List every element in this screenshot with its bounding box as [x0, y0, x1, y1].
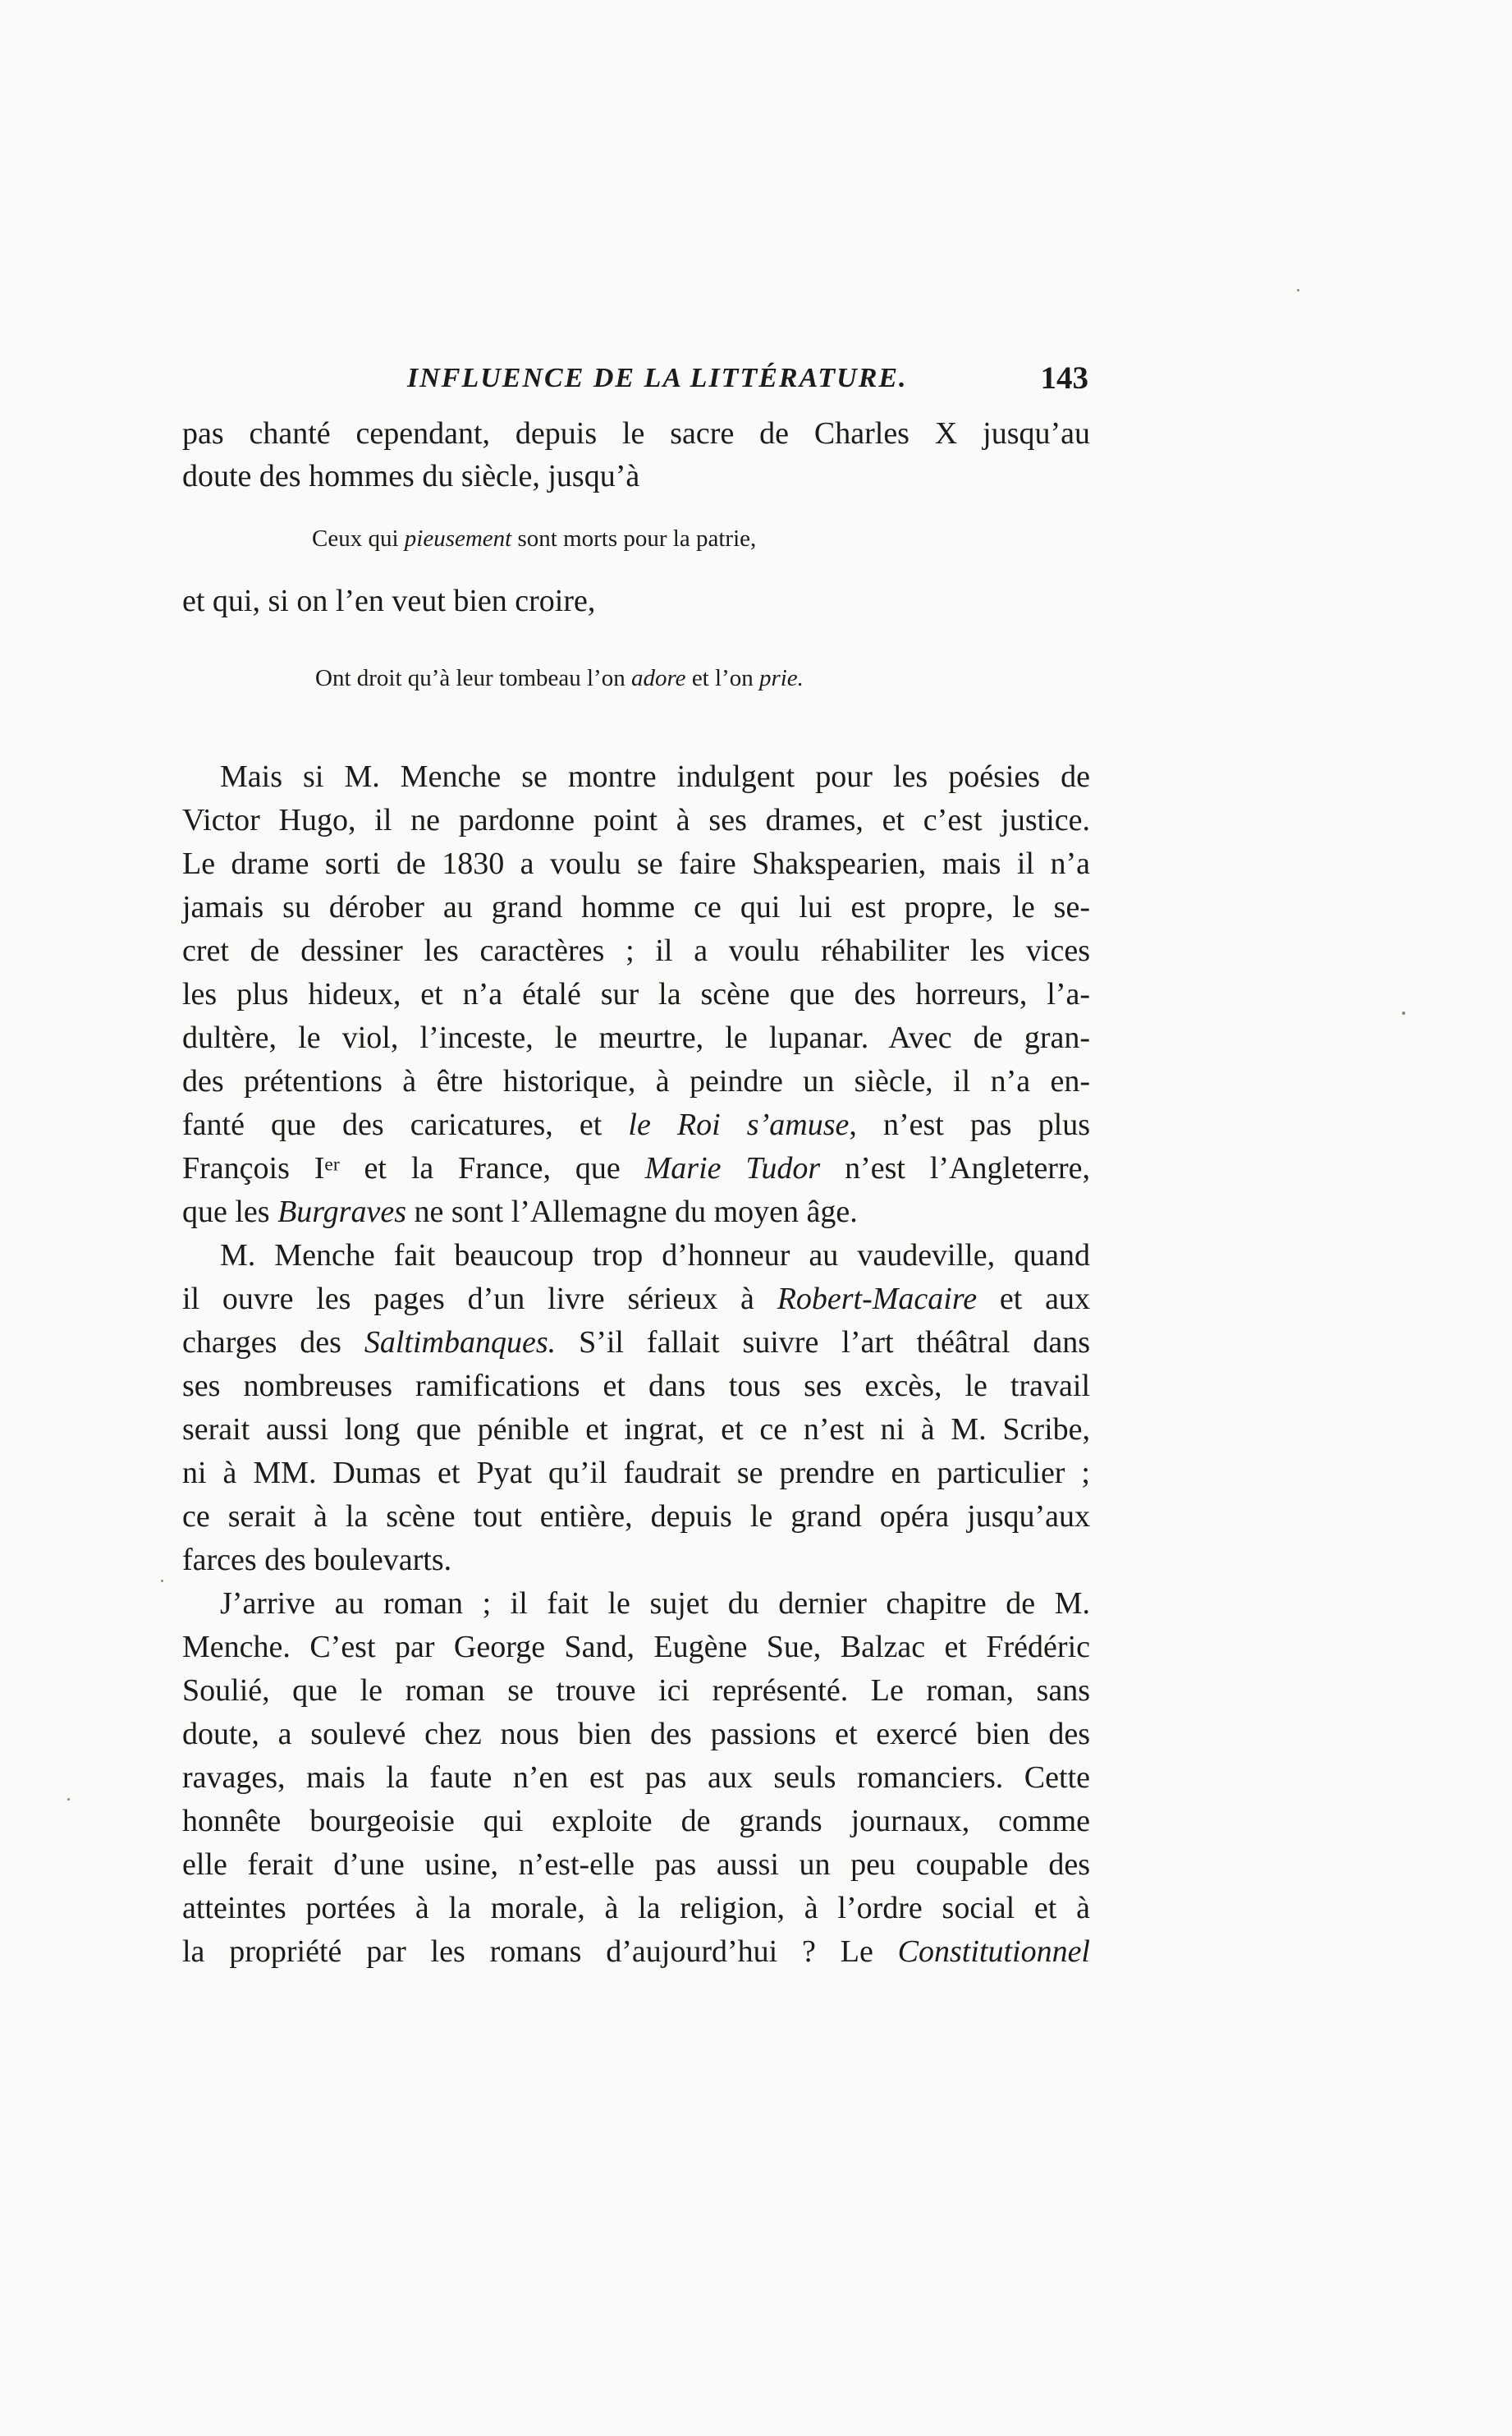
verse-text: Ceux qui: [312, 525, 405, 552]
text-line: farces des boulevarts.: [182, 1543, 452, 1577]
text-run: que les: [182, 1195, 278, 1229]
text-run: fanté que des caricatures, et: [182, 1108, 629, 1142]
text-line: [182, 1930, 1090, 1973]
text-run: S’il fallait suivre l’art théâtral dans: [556, 1325, 1090, 1360]
title-italic: Robert-Macaire: [777, 1282, 978, 1316]
title-italic: Marie Tudor: [644, 1151, 821, 1186]
text-run: ne sont l’Allemagne du moyen âge.: [405, 1195, 858, 1229]
verse-quote: [312, 522, 756, 555]
text-run: François I: [182, 1151, 325, 1186]
text-line: doute, a soulevé chez nous bien des passions et exercé bien des: [182, 1717, 1090, 1751]
text-line: et qui, si on l’en veut bien croire,: [182, 584, 596, 618]
text-line: Menche. C’est par George Sand, Eugène Sue, Balzac et Frédéric: [182, 1630, 1090, 1664]
verse-text: Ont droit qu’à leur tombeau l’on: [315, 665, 631, 691]
page-number: 143: [1040, 360, 1088, 396]
text-line: ses nombreuses ramifications et dans tous ses excès, le travail: [182, 1369, 1090, 1403]
text-run: , n’est pas plus: [849, 1108, 1091, 1142]
text-line: [182, 1278, 1090, 1320]
verse-emphasis: adore: [630, 665, 686, 691]
text-line: atteintes portées à la morale, à la religion, à l’ordre social et à: [182, 1891, 1090, 1925]
text-run: il ouvre les pages d’un livre sérieux à: [182, 1282, 777, 1316]
paragraph-start: Mais si M. Menche se montre indulgent pour les poésies de: [220, 759, 1090, 794]
verse-quote: [315, 662, 804, 695]
ink-speck: [67, 1798, 70, 1801]
verse-emphasis: pieusement: [404, 525, 512, 552]
text-line: les plus hideux, et n’a étalé sur la scène que des horreurs, l’a-: [182, 977, 1090, 1012]
ink-speck: [1402, 1012, 1405, 1015]
superscript: er: [324, 1154, 340, 1176]
text-line: cret de dessiner les caractères ; il a voulu réhabiliter les vices: [182, 934, 1090, 968]
title-italic: Saltimbanques.: [364, 1325, 557, 1360]
paragraph-start: M. Menche fait beaucoup trop d’honneur au vaudeville, quand: [220, 1238, 1090, 1273]
text-line: honnête bourgeoisie qui exploite de grands journaux, comme: [182, 1804, 1090, 1838]
running-title: INFLUENCE DE LA LITTÉRATURE.: [407, 363, 908, 393]
text-line: Le drame sorti de 1830 a voulu se faire Shakspearien, mais il n’a: [182, 846, 1090, 881]
verse-text: sont morts pour la patrie,: [511, 525, 757, 552]
text-line: Soulié, que le roman se trouve ici représenté. Le roman, sans: [182, 1673, 1090, 1708]
text-line: Victor Hugo, il ne pardonne point à ses drames, et c’est justice.: [182, 803, 1090, 837]
text-line: dultère, le viol, l’inceste, le meurtre, le lupanar. Avec de gran-: [182, 1021, 1090, 1055]
verse-text: et l’on: [685, 665, 759, 691]
title-italic: Burgraves: [277, 1195, 406, 1229]
text-line: [182, 1147, 1090, 1190]
text-line: jamais su dérober au grand homme ce qui lui est propre, le se-: [182, 890, 1090, 924]
text-run: n’est l’Angleterre,: [820, 1151, 1090, 1186]
text-line: ravages, mais la faute n’en est pas aux seuls romanciers. Cette: [182, 1760, 1090, 1795]
title-italic: le Roi s’amuse: [628, 1108, 850, 1142]
running-header: [182, 361, 1090, 402]
text-run: et aux: [977, 1282, 1090, 1316]
ink-speck: [161, 1580, 163, 1582]
text-run: la propriété par les romans d’aujourd’hui ? Le: [182, 1934, 898, 1969]
text-line: [182, 1190, 1090, 1233]
text-run: charges des: [182, 1325, 364, 1360]
text-line: ce serait à la scène tout entière, depuis le grand opéra jusqu’aux: [182, 1499, 1090, 1534]
text-line: [182, 1321, 1090, 1364]
text-line: pas chanté cependant, depuis le sacre de Charles X jusqu’au: [182, 416, 1090, 451]
paragraph-start: J’arrive au roman ; il fait le sujet du dernier chapitre de M.: [220, 1586, 1090, 1621]
text-line: ni à MM. Dumas et Pyat qu’il faudrait se prendre en particulier ;: [182, 1456, 1090, 1490]
verse-emphasis: prie.: [758, 665, 804, 691]
text-run: et la France, que: [339, 1151, 645, 1186]
text-line: elle ferait d’une usine, n’est-elle pas aussi un peu coupable des: [182, 1847, 1090, 1882]
text-line: des prétentions à être historique, à peindre un siècle, il n’a en-: [182, 1064, 1090, 1099]
title-italic: Constitutionnel: [897, 1934, 1090, 1969]
text-line: doute des hommes du siècle, jusqu’à: [182, 459, 640, 493]
text-line: serait aussi long que pénible et ingrat, et ce n’est ni à M. Scribe,: [182, 1412, 1090, 1447]
ink-speck: [1297, 289, 1299, 291]
text-line: [182, 1103, 1090, 1146]
